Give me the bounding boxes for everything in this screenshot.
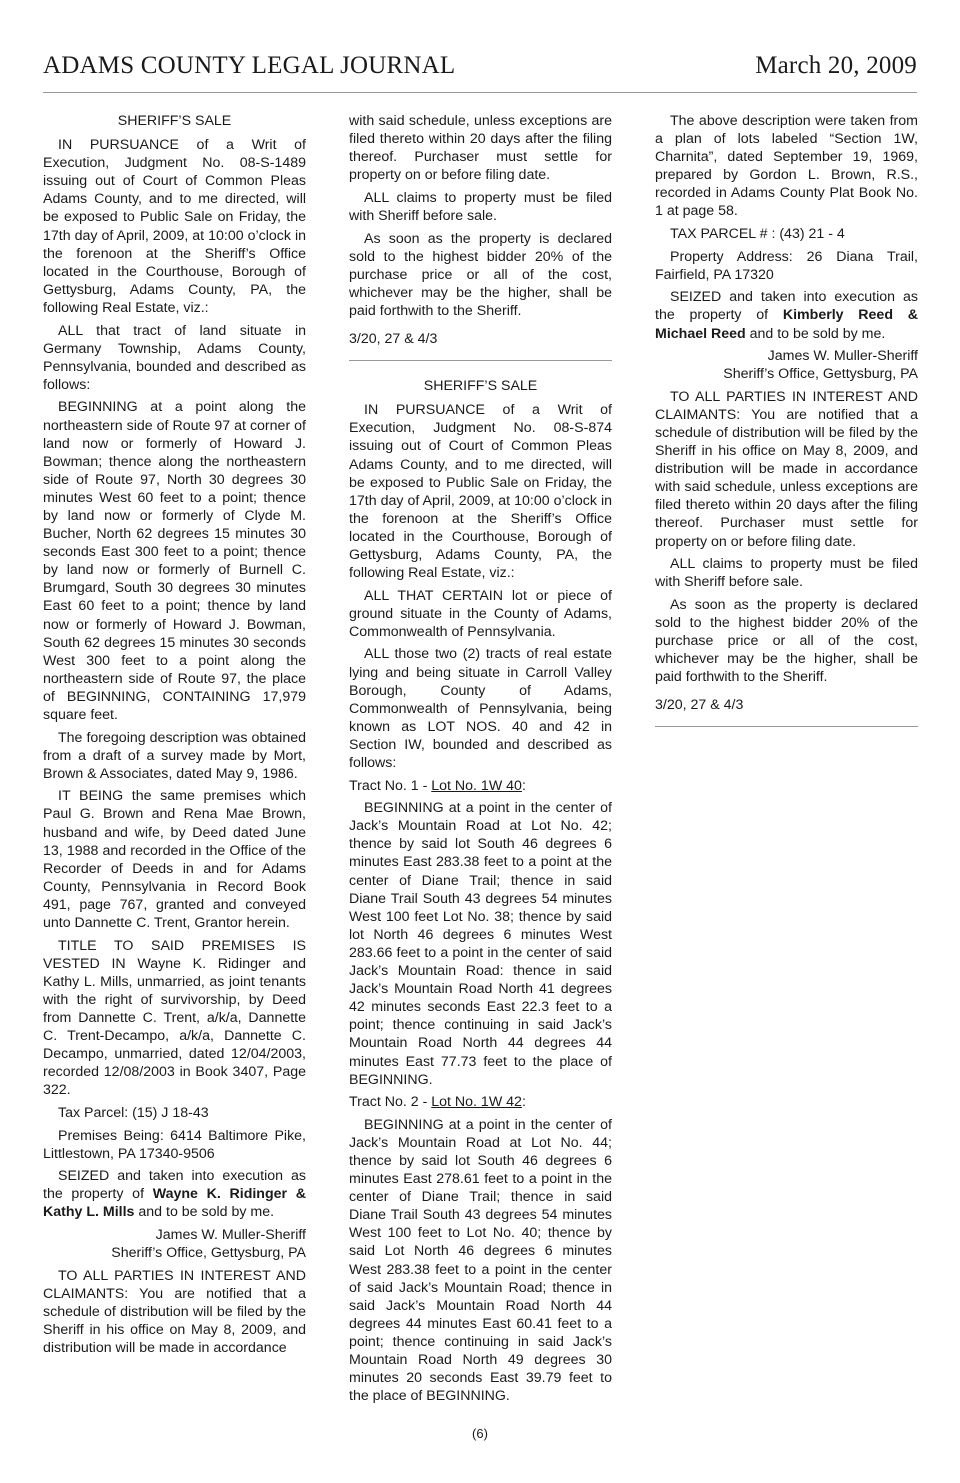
column-1 [43,112,306,1362]
tax-parcel: TAX PARCEL # : (43) 21 - 4 [670,226,845,243]
page-header [43,52,917,80]
tract-2-description: BEGINNING at a point in the center of Jack’s Mountain Road at Lot No. 44; thence by said lot South 46 degrees 6 minutes East 278.61 feet to a point in the center of Diane Trail; thence in said Diane Trail South 43 degrees 54 minutes West 100 feet to Lot No. 40; thence by said Lot North 46 degrees 6 minutes West 283.38 feet to a point in the center of said Jack’s Mountain Road; thence in said Jack’s Mountain Road North 44 degrees 44 minutes East 60.41 feet to a point; thence continuing in said Jack’s Mountain Road North 49 degrees 30 minutes 20 seconds East 39.79 feet to the place of BEGINNING. [349,1116,612,1405]
notice-paragraph: TO ALL PARTIES IN INTEREST AND CLAIMANTS: You are notified that a schedule of distribution will be filed by the Sheriff in his office on May 8, 2009, and distribution will be made in accordance [43,1267,306,1357]
tax-parcel: Tax Parcel: (15) J 18-43 [58,1104,209,1121]
issue-date: March 20, 2009 [755,52,917,79]
seized-paragraph: SEIZED and taken into execution as the property of Kimberly Reed & Michael Reed and to be sold by me. [655,289,918,342]
claims-paragraph: ALL claims to property must be filed with Sheriff before sale. [655,556,918,591]
sheriff-signature: James W. Muller-Sheriff [767,348,918,365]
schedule-continuation: with said schedule, unless exceptions are filed thereto within 20 days after the filing thereof. Purchaser must settle for property on or before filing date. [349,113,612,184]
sheriff-sale-heading: SHERIFF’S SALE [423,378,538,395]
tracts-paragraph: ALL those two (2) tracts of real estate lying and being situate in Carroll Valley Borough, County of Adams, Commonwealth of Pennsylvania, being known as LOT NOS. 40 and 42 in Section IW, bounded and described as follows: [349,646,612,771]
section-divider [655,726,918,727]
sheriff-office: Sheriff’s Office, Gettysburg, PA [723,366,918,383]
sheriff-sale-heading: SHERIFF’S SALE [117,113,232,129]
description-paragraph: BEGINNING at a point along the northeastern side of Route 97 at corner of land now or formerly of Howard J. Bowman; thence along the northeastern side of Route 97, North 30 degrees 30 minutes West 60 feet to a point; thence by land now or formerly of Clyde M. Bucher, North 62 degrees 15 minutes 30 seconds East 300 feet to a point; thence by land now or formerly of Burnell C. Brumgard, South 30 degrees 30 minutes East 60 feet to a point; thence by land now or formerly of Howard J. Bowman, South 62 degrees 15 minutes 30 seconds West 300 feet to a point along the northeastern side of Route 97, the place of BEGINNING, CONTAINING 17,979 square feet. [43,399,306,723]
payment-paragraph: As soon as the property is declared sold to the highest bidder 20% of the purchase price or all of the cost, whichever may be the higher, shall be paid forthwith to the Sheriff. [655,596,918,686]
title-paragraph: TITLE TO SAID PREMISES IS VESTED IN Wayne K. Ridinger and Kathy L. Mills, unmarried, as joint tenants with the right of survivorship, by Deed from Dannette C. Trent, a/k/a, Dannette C. Trent-Decampo, a/k/a, Dannette C. Decampo, unmarried, dated 12/04/2003, recorded 12/08/2003 in Book 3407, Page 322. [43,937,306,1099]
seized-paragraph: SEIZED and taken into execution as the property of Wayne K. Ridinger & Kathy L. Mills and to be sold by me. [43,1168,306,1221]
sheriff-office: Sheriff’s Office, Gettysburg, PA [111,1245,306,1262]
notice-paragraph: TO ALL PARTIES IN INTEREST AND CLAIMANTS: You are notified that a schedule of distribution will be filed by the Sheriff in his office on May 8, 2009, and distribution will be made in accordance with said schedule, unless exceptions are filed thereto within 20 days after the filing thereof. Purchaser must settle for property on or before filing date. [655,388,918,550]
publication-dates: 3/20, 27 & 4/3 [655,697,744,714]
tract-2-label: Tract No. 2 - Lot No. 1W 42: [349,1094,526,1111]
property-address: Property Address: 26 Diana Trail, Fairfield, PA 17320 [655,248,918,283]
premises-address: Premises Being: 6414 Baltimore Pike, Littlestown, PA 17340-9506 [43,1127,306,1162]
column-3 [655,112,918,743]
journal-title: ADAMS COUNTY LEGAL JOURNAL [43,52,456,79]
column-2 [349,112,612,1410]
publication-dates: 3/20, 27 & 4/3 [349,331,438,348]
tract-1-description: BEGINNING at a point in the center of Jack’s Mountain Road at Lot No. 42; thence by said lot South 46 degrees 6 minutes East 283.38 feet to a point at the center of Diane Trail; thence in said Diane Trail South 43 degrees 54 minutes West 100 feet Lot No. 38; thence by said lot North 46 degrees 6 minutes West 283.66 feet to a point in the center of said Jack’s Mountain Road: thence in said Jack’s Mountain Road North 41 degrees 42 minutes seconds East 22.3 feet to a point; thence continuing in said Jack’s Mountain Road North 44 degrees 44 minutes East 77.73 feet to the place of BEGINNING. [349,800,612,1088]
payment-paragraph: As soon as the property is declared sold to the highest bidder 20% of the purchase price or all of the cost, whichever may be the higher, shall be paid forthwith to the Sheriff. [349,230,612,319]
survey-paragraph: The foregoing description was obtained from a draft of a survey made by Mort, Brown & Associates, dated May 9, 1986. [43,729,306,782]
tract-paragraph: ALL that tract of land situate in Germany Township, Adams County, Pennsylvania, bounded and described as follows: [43,322,306,393]
page-number: (6) [472,1426,488,1441]
writ-paragraph: IN PURSUANCE of a Writ of Execution, Judgment No. 08-S-874 issuing out of Court of Common Pleas Adams County, and to me directed, will be exposed to Public Sale on Friday, the 17th day of April, 2009, at 10:00 o’clock in the forenoon at the Sheriff’s Office located in the Courthouse, Borough of Gettysburg, Adams County, PA, the following Real Estate, viz.: [349,402,612,582]
writ-paragraph: IN PURSUANCE of a Writ of Execution, Judgment No. 08-S-1489 issuing out of Court of Common Pleas Adams County, and to me directed, will be exposed to Public Sale on Friday, the 17th day of April, 2009, at 10:00 o’clock in the forenoon at the Sheriff’s Office located in the Courthouse, Borough of Gettysburg, Adams County, PA, the following Real Estate, viz.: [43,137,306,316]
plan-paragraph: The above description were taken from a plan of lots labeled “Section 1W, Charnita”, dated September 19, 1969, prepared by Gordon L. Brown, R.S., recorded in Adams County Plat Book No. 1 at page 58. [655,113,918,220]
header-divider [43,92,917,93]
claims-paragraph: ALL claims to property must be filed with Sheriff before sale. [349,189,612,224]
defendant-names: Kimberly Reed & Michael Reed [655,307,918,342]
section-divider [349,360,612,361]
tract-1-label: Tract No. 1 - Lot No. 1W 40: [349,777,526,794]
deed-paragraph: IT BEING the same premises which Paul G. Brown and Rena Mae Brown, husband and wife, by Deed dated June 13, 1988 and recorded in the Office of the Recorder of Deeds in and for Adams County, Pennsylvania in Record Book 491, page 767, granted and conveyed unto Dannette C. Trent, Grantor herein. [43,788,306,932]
sheriff-signature: James W. Muller-Sheriff [155,1227,306,1244]
defendant-names: Wayne K. Ridinger & Kathy L. Mills [43,1186,306,1221]
lot-paragraph: ALL THAT CERTAIN lot or piece of ground situate in the County of Adams, Commonwealth of Pennsylvania. [349,587,612,640]
